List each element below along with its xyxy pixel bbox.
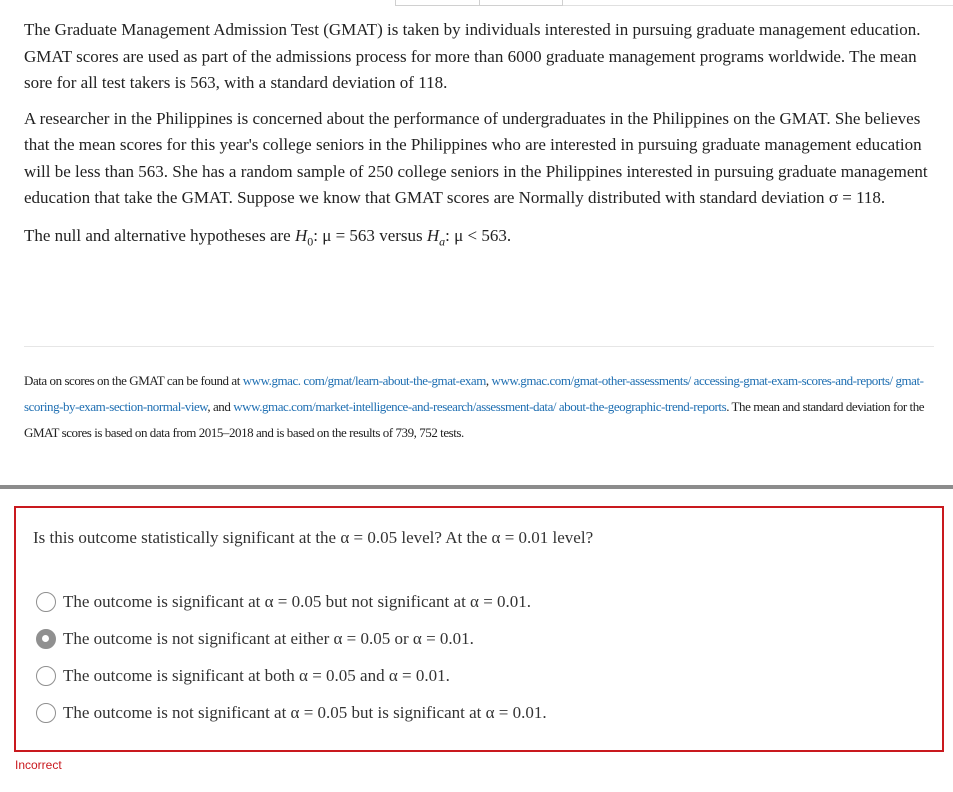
answer-option-label: The outcome is not significant at either α = 0.05 or α = 0.01. — [63, 629, 474, 648]
alt-hypothesis-subscript: a — [439, 233, 446, 248]
null-hypothesis-subscript: 0 — [307, 233, 314, 248]
geographic-trend-link[interactable]: www.gmac.com/market-intelligence-and-research/assessment-data/ about-the-geographic-trend-reports — [233, 399, 727, 414]
answer-option-label: The outcome is not significant at α = 0.05 but is significant at α = 0.01. — [63, 703, 547, 722]
hypotheses-prefix: The null and alternative hypotheses are — [24, 225, 295, 245]
sigma-value: σ = 118. — [828, 188, 886, 207]
radio-button[interactable] — [36, 703, 56, 723]
top-tab-fragment — [395, 0, 563, 6]
prompt-alpha-001: α = 0.01 — [491, 528, 549, 547]
gmat-exam-link[interactable]: www.gmac. com/gmat/learn-about-the-gmat-exam — [242, 373, 486, 388]
prompt-text-a: Is this outcome statistically significant at the — [33, 528, 341, 547]
alt-hypothesis-symbol: H — [426, 225, 440, 245]
data-source-footnote — [24, 368, 936, 446]
answer-status: Incorrect — [15, 758, 62, 772]
null-hypothesis-relation: : μ = 563 — [313, 225, 375, 245]
prompt-text-b: level? At the — [397, 528, 492, 547]
prompt-text-c: level? — [548, 528, 594, 547]
footnote-lead: Data on scores on the GMAT can be found at — [24, 373, 243, 388]
answer-option-label: The outcome is significant at both α = 0.05 and α = 0.01. — [63, 666, 450, 685]
problem-statement — [24, 17, 936, 254]
hypotheses-statement — [24, 223, 936, 255]
alt-hypothesis-relation: : μ < 563. — [445, 225, 512, 245]
hypotheses-versus: versus — [374, 225, 427, 245]
radio-button[interactable] — [36, 592, 56, 612]
footnote-separator — [24, 346, 934, 347]
question-prompt — [33, 527, 593, 549]
answer-option-label: The outcome is significant at α = 0.05 but not significant at α = 0.01. — [63, 592, 532, 611]
radio-button[interactable] — [36, 666, 56, 686]
gmat-scoring-link[interactable]: www.gmac.com/gmat-other-assessments/ accessing-gmat-exam-scores-and-reports/ gmat-scoring-by-exam-section-normal-view — [24, 373, 924, 414]
section-divider — [0, 485, 953, 489]
question-box — [14, 506, 944, 752]
intro-paragraph-2-text: A researcher in the Philippines is concerned about the performance of undergraduates in the Philippines on the GMAT. She believes that the mean scores for this year's college seniors in the Philippines who are interested in pursuing graduate management education will be less than 563. She has a random sample of 250 college seniors in the Philippines interested in pursuing graduate management education that take the GMAT. Suppose we know that GMAT scores are Normally distributed with standard deviation — [24, 108, 928, 207]
intro-paragraph-1: The Graduate Management Admission Test (GMAT) is taken by individuals interested in pursuing graduate management education. GMAT scores are used as part of the admissions process for more than 6000 graduate management programs worldwide. The mean sore for all test takers is 563, with a standard deviation of 118. — [24, 20, 921, 92]
intro-paragraph-2 — [24, 106, 936, 212]
footnote-tail: . The mean and standard deviation for the GMAT scores is based on data from 2015–2018 and is based on the results of 739, 752 tests. — [24, 399, 925, 440]
radio-button-selected[interactable] — [36, 629, 56, 649]
footnote-sep-2: , and — [207, 399, 234, 414]
prompt-alpha-005: α = 0.05 — [340, 528, 398, 547]
null-hypothesis-symbol: H — [294, 225, 308, 245]
top-tab-strip — [0, 0, 953, 6]
footnote-sep-1: , — [485, 373, 492, 388]
